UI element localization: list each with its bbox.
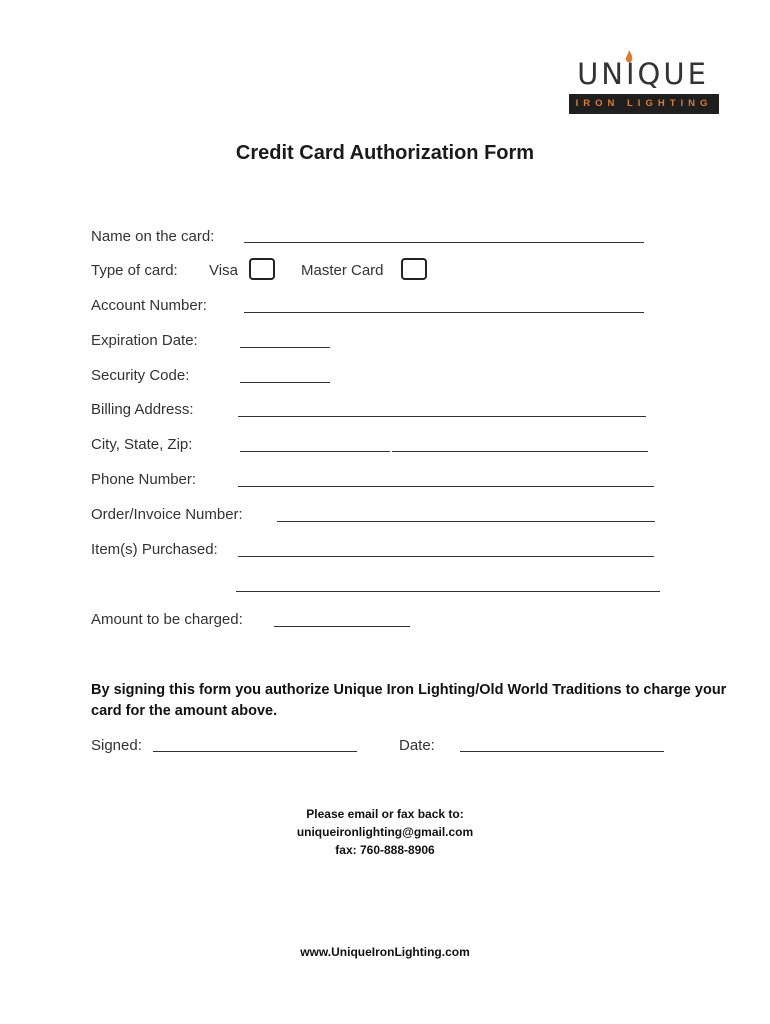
visa-label: Visa <box>209 262 238 279</box>
signed-label: Signed: <box>91 737 142 754</box>
date-field[interactable] <box>460 751 664 752</box>
signature-field[interactable] <box>153 751 357 752</box>
company-logo <box>566 50 720 116</box>
date-label: Date: <box>399 737 435 754</box>
phone-number-label: Phone Number: <box>91 471 197 488</box>
contact-email: uniqueironlighting@gmail.com <box>296 825 474 839</box>
security-code-label: Security Code: <box>91 367 190 384</box>
security-code-field[interactable] <box>240 382 330 383</box>
account-number-label: Account Number: <box>91 297 207 314</box>
logo-tagline: IRON LIGHTING <box>569 94 719 114</box>
type-of-card-label: Type of card: <box>91 262 178 279</box>
name-on-card-field[interactable] <box>244 242 644 243</box>
city-state-zip-label: City, State, Zip: <box>91 436 193 453</box>
authorization-notice: By signing this form you authorize Unique Iron Lighting/Old World Traditions to charge your card for the amount above. <box>91 682 727 719</box>
account-number-field[interactable] <box>244 312 644 313</box>
amount-field[interactable] <box>274 626 410 627</box>
expiration-date-field[interactable] <box>240 347 330 348</box>
master-card-label: Master Card <box>301 262 384 279</box>
footer-website: www.UniqueIronLighting.com <box>300 945 470 959</box>
page-title: Credit Card Authorization Form <box>235 142 535 164</box>
state-zip-field[interactable] <box>392 451 648 452</box>
order-invoice-label: Order/Invoice Number: <box>91 506 243 523</box>
items-purchased-label: Item(s) Purchased: <box>91 541 218 558</box>
amount-label: Amount to be charged: <box>91 611 243 628</box>
phone-number-field[interactable] <box>238 486 654 487</box>
items-purchased-field[interactable] <box>238 556 654 557</box>
master-card-checkbox[interactable] <box>401 258 427 280</box>
city-field[interactable] <box>240 451 390 452</box>
visa-checkbox[interactable] <box>249 258 275 280</box>
logo-wordmark: UNIQUE <box>577 57 709 91</box>
order-invoice-field[interactable] <box>277 521 655 522</box>
billing-address-field[interactable] <box>238 416 646 417</box>
expiration-date-label: Expiration Date: <box>91 332 198 349</box>
contact-fax: fax: 760-888-8906 <box>335 843 435 857</box>
name-on-card-label: Name on the card: <box>91 228 215 245</box>
contact-instructions: Please email or fax back to: <box>306 807 464 821</box>
items-purchased-field-2[interactable] <box>236 591 660 592</box>
billing-address-label: Billing Address: <box>91 401 194 418</box>
